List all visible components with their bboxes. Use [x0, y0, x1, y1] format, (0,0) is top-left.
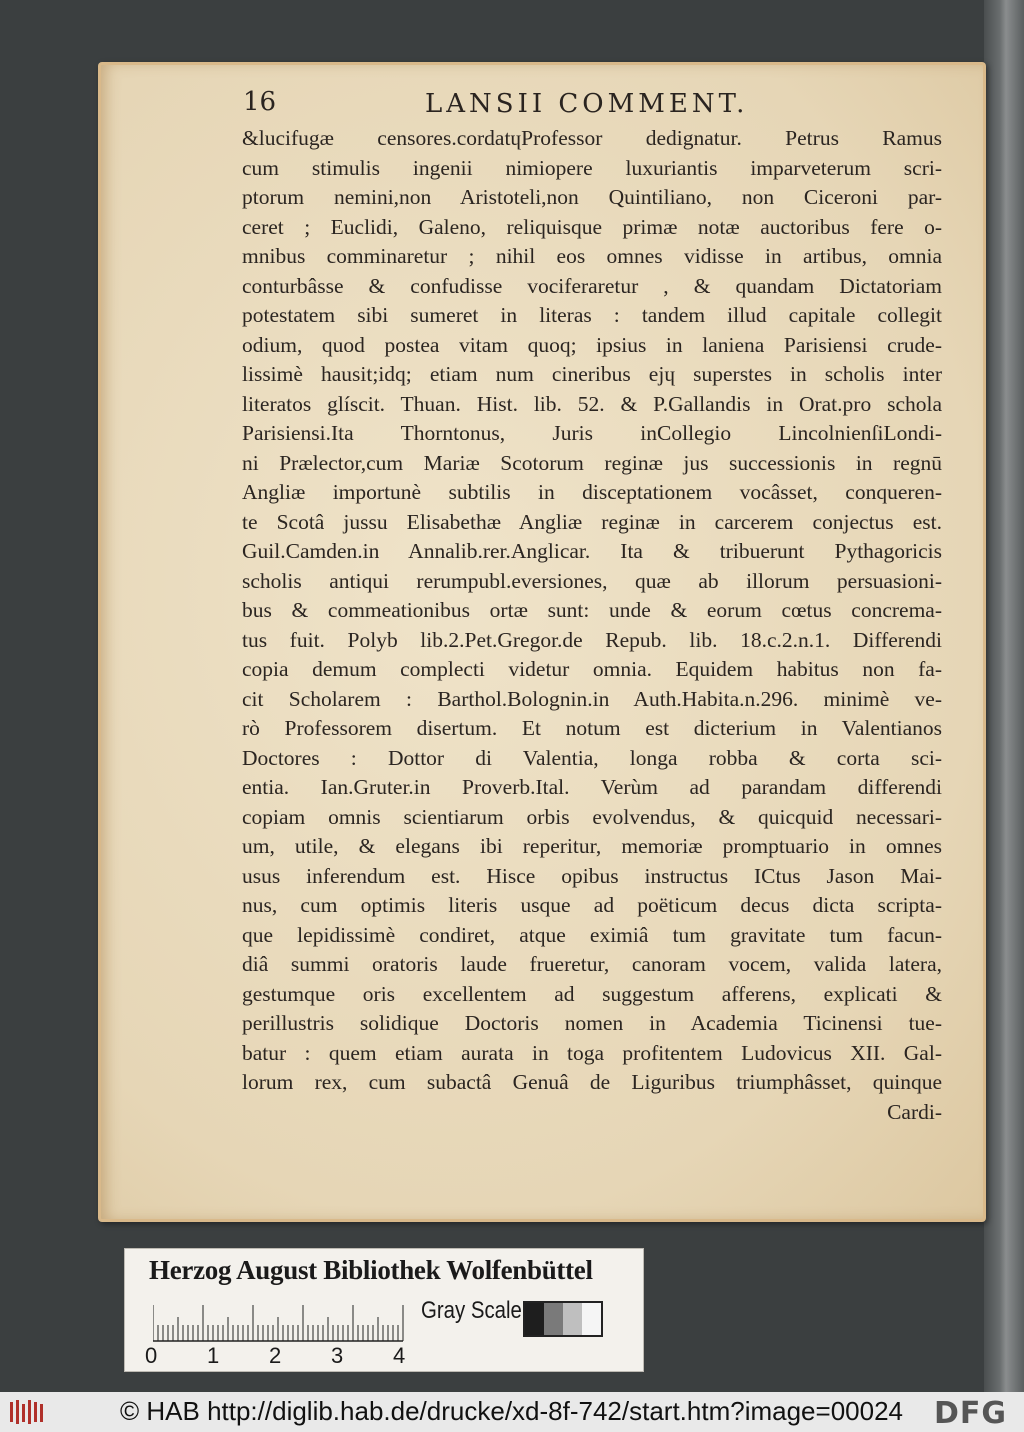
gray-swatch	[544, 1303, 563, 1335]
running-title: LANSII COMMENT.	[425, 89, 749, 119]
page-text	[242, 124, 942, 1127]
text-line: lissimè hausit;idq; etiam num cineribus ejɥ superstes in scholis inter	[242, 362, 942, 386]
text-line: cum stimulis ingenii nimiopere luxuriantis imparveterum scri-	[242, 155, 942, 180]
ruler-scale	[153, 1301, 413, 1343]
gray-swatch	[525, 1303, 544, 1335]
viewer-footer	[0, 1392, 1024, 1432]
text-line: um, utile, & elegans ibi reperitur, memoriæ promptuario in omnes	[242, 834, 942, 858]
gray-swatch	[582, 1303, 601, 1335]
ruler-label: 2	[269, 1343, 282, 1368]
text-line: te Scotâ jussu Elisabethæ Angliæ reginæ in carcerem conjectus est.	[242, 509, 942, 534]
hab-logo-icon	[8, 1398, 48, 1426]
color-calibration-card	[124, 1248, 644, 1372]
text-line: lorum rex, cum subactâ Genuâ de Liguribus triumphâsset, quinque	[242, 1070, 942, 1094]
gray-scale-swatches	[523, 1301, 603, 1337]
page-number: 16	[243, 87, 277, 117]
text-line: Angliæ importunè subtilis in disceptationem vocâsset, conqueren-	[242, 480, 942, 504]
book-page	[98, 62, 986, 1222]
text-line: ptorum nemini,non Aristoteli,non Quintiliano, non Ciceroni par-	[242, 185, 942, 209]
ruler-labels	[145, 1343, 445, 1371]
text-line: mnibus comminaretur ; nihil eos omnes vidisse in artibus, omnia	[242, 244, 942, 268]
text-line: literatos glíscit. Thuan. Hist. lib. 52. & P.Gallandis in Orat.pro schola	[242, 391, 942, 416]
ruler-label: 0	[145, 1343, 158, 1368]
text-line: potestatem sibi sumeret in literas : tandem illud capitale collegit	[242, 303, 942, 327]
dfg-logo: DFG	[934, 1396, 1008, 1431]
text-line: entia. Ian.Gruter.in Proverb.Ital. Verùm ad parandam differendi	[242, 775, 942, 799]
text-line: ceret ; Euclidi, Galeno, reliquisque primæ notæ auctoribus fere o-	[242, 214, 942, 239]
text-line: Doctores : Dottor di Valentia, longa robba & corta sci-	[242, 745, 942, 770]
text-line: copiam omnis scientiarum orbis evolvendus, & quicquid necessari-	[242, 804, 942, 829]
text-line: Parisiensi.Ita Thorntonus, Juris inCollegio LincolnienſiLondi-	[242, 421, 942, 445]
text-line: bus & commeationibus ortæ sunt: unde & eorum cœtus concrema-	[242, 598, 942, 622]
gray-swatch	[563, 1303, 582, 1335]
text-line: perillustris solidique Doctoris nomen in Academia Ticinensi tue-	[242, 1011, 942, 1035]
page-header	[243, 87, 943, 121]
text-line: usus inferendum est. Hisce opibus instructus ICtus Jason Mai-	[242, 863, 942, 888]
footer-url[interactable]: © HAB http://diglib.hab.de/drucke/xd-8f-742/start.htm?image=00024	[120, 1396, 903, 1426]
text-line: Cardi-	[887, 1099, 942, 1124]
text-line: que lepidissimè condiret, atque eximiâ tum gravitate tum facun-	[242, 922, 942, 947]
text-line: rò Professorem disertum. Et notum est dicterium in Valentianos	[242, 716, 942, 740]
text-line: nus, cum optimis literis usque ad poëticum decus dicta scripta-	[242, 893, 942, 917]
text-line: &lucifugæ censores.cordatɥProfessor dedignatur. Petrus Ramus	[242, 126, 942, 150]
text-line: diâ summi oratoris laude frueretur, canoram vocem, valida latera,	[242, 952, 942, 976]
gray-scale-label: Gray Scale	[421, 1297, 522, 1324]
text-line: gestumque oris excellentem ad suggestum afferens, explicati &	[242, 981, 942, 1006]
ruler-label: 4	[393, 1343, 406, 1368]
text-line: tus fuit. Polyb lib.2.Pet.Gregor.de Repub. lib. 18.c.2.n.1. Differendi	[242, 627, 942, 652]
text-line: copia demum complecti videtur omnia. Equidem habitus non fa-	[242, 657, 942, 681]
book-edge	[984, 0, 1024, 1392]
text-line: conturbâsse & confudisse vociferaretur , & quandam Dictatoriam	[242, 273, 942, 298]
text-line: batur : quem etiam aurata in toga profitentem Ludovicus XII. Gal-	[242, 1040, 942, 1065]
text-line: odium, quod postea vitam quoq; ipsius in laniena Parisiensi crude-	[242, 332, 942, 357]
text-line: scholis antiqui rerumpubl.eversiones, quæ ab illorum persuasioni-	[242, 568, 942, 593]
ruler-label: 1	[207, 1343, 220, 1368]
text-line: Guil.Camden.in Annalib.rer.Anglicar. Ita & tribuerunt Pythagoricis	[242, 539, 942, 563]
text-line: ni Prælector,cum Mariæ Scotorum reginæ jus successionis in regnū	[242, 450, 942, 475]
card-title: Herzog August Bibliothek Wolfenbüttel	[149, 1255, 593, 1285]
text-line: cit Scholarem : Barthol.Bolognin.in Auth.Habita.n.296. minimè ve-	[242, 686, 942, 711]
ruler-label: 3	[331, 1343, 344, 1368]
